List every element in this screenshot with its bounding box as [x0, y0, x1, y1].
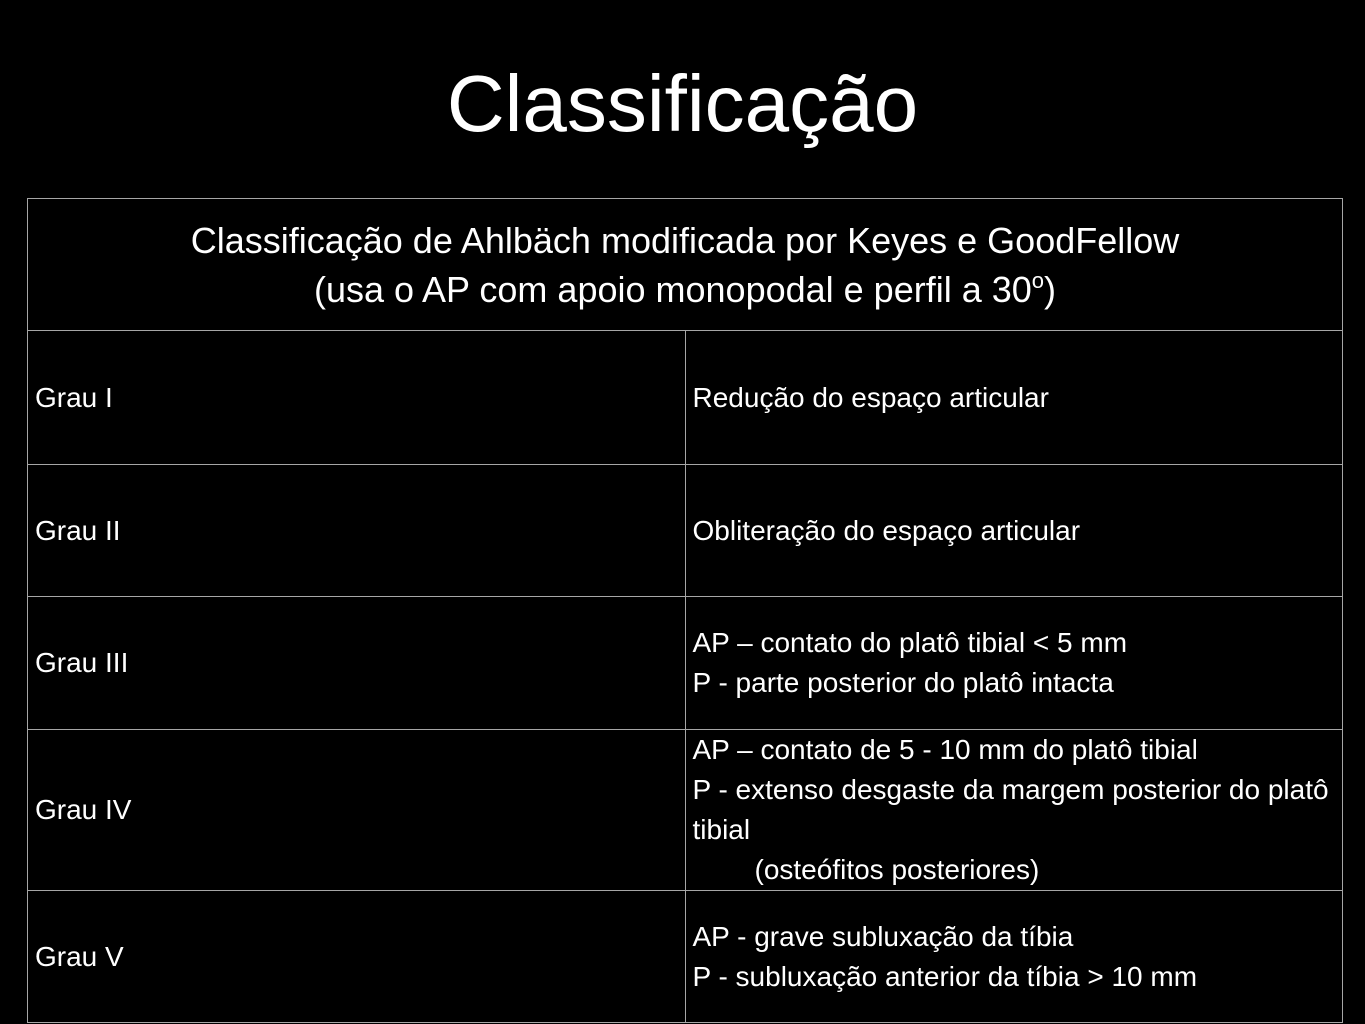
description-line: P - parte posterior do platô intacta	[692, 667, 1114, 698]
classification-table	[27, 198, 1343, 1023]
description-line: AP – contato de 5 - 10 mm do platô tibial	[692, 734, 1198, 765]
slide-title: Classificação	[446, 59, 919, 148]
description-cell	[685, 597, 1343, 730]
description-cell	[685, 730, 1343, 891]
grade-cell: Grau III	[28, 597, 686, 730]
table-row	[28, 597, 1343, 730]
description-cell	[685, 331, 1343, 465]
description-line: Redução do espaço articular	[692, 381, 1049, 413]
description-cell	[685, 465, 1343, 597]
degree-superscript: o	[1031, 267, 1045, 293]
description-cell	[685, 891, 1343, 1023]
header-line-1: Classificação de Ahlbäch modificada por Keyes e GoodFellow	[190, 219, 1180, 261]
description-line: P - subluxação anterior da tíbia > 10 mm	[692, 960, 1198, 992]
table-row	[28, 730, 1343, 891]
description-line: AP – contato do platô tibial < 5 mm	[692, 627, 1128, 658]
table-header	[28, 199, 1343, 331]
header-line-2: (usa o AP com apoio monopodal e perfil a 30$^o$)	[313, 267, 1057, 310]
table-row	[28, 465, 1343, 597]
table-header-row	[28, 199, 1343, 331]
grade-cell: Grau IV	[28, 730, 686, 891]
table-row	[28, 331, 1343, 465]
description-line: P - extenso desgaste da margem posterior do platô tibial	[692, 774, 1329, 845]
grade-cell: Grau I	[28, 331, 686, 465]
grade-cell: Grau V	[28, 891, 686, 1023]
description-line: Obliteração do espaço articular	[692, 514, 1081, 546]
table-row	[28, 891, 1343, 1023]
grade-cell: Grau II	[28, 465, 686, 597]
description-line: AP - grave subluxação da tíbia	[692, 920, 1074, 952]
description-line: (osteófitos posteriores)	[754, 854, 1040, 885]
